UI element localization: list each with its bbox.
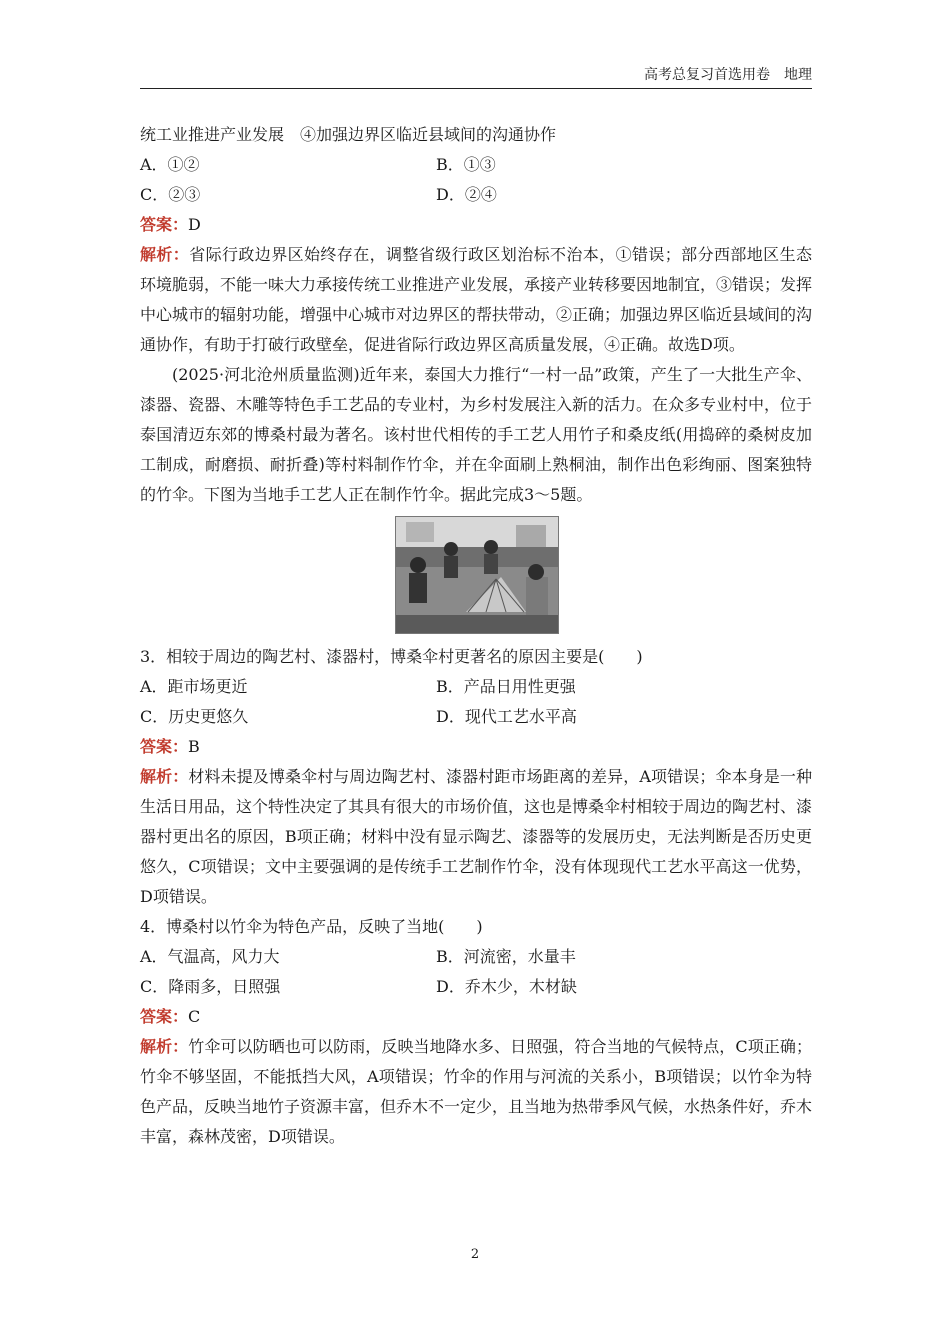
q3-options-row-1 <box>140 672 812 702</box>
answer-label: 答案： <box>140 1007 189 1026</box>
q4-option-c: C．降雨多，日照强 <box>140 977 281 996</box>
q4-option-b: B．河流密，水量丰 <box>436 947 576 966</box>
q3-answer <box>140 732 812 762</box>
page-number: 2 <box>470 1247 480 1262</box>
q4-option-a: A．气温高，风力大 <box>140 947 280 966</box>
page-header <box>140 66 812 89</box>
prev-answer <box>140 210 812 240</box>
q3-analysis <box>140 762 812 912</box>
q3-option-b: B．产品日用性更强 <box>436 677 576 696</box>
analysis-label: 解析： <box>140 245 190 264</box>
answer-value: D <box>188 215 201 234</box>
question-4-stem: 4．博桑村以竹伞为特色产品，反映了当地( ) <box>140 917 483 936</box>
prev-options-row-2 <box>140 180 812 210</box>
q3-option-d: D．现代工艺水平高 <box>436 707 577 726</box>
question-3-stem: 3．相较于周边的陶艺村、漆器村，博桑伞村更著名的原因主要是( ) <box>140 647 643 666</box>
analysis-text: 省际行政边界区始终存在，调整省级行政区划治标不治本，①错误；部分西部地区生态环境脆弱，不能一味大力承接传统工业推进产业发展，承接产业转移要因地制宜，③错误；发挥中心城市的辐射功能，增强中心城市对边界区的帮扶带动，②正确；加强边界区临近县域间的沟通协作，有助于打破行政壁垒，促进省际行政边界区高质量发展，④正确。故选D项。 <box>140 245 813 354</box>
option-c: C．②③ <box>140 185 201 204</box>
header-title: 高考总复习首选用卷 地理 <box>644 67 812 83</box>
q3-options-row-2 <box>140 702 812 732</box>
material-passage: (2025·河北沧州质量监测)近年来，泰国大力推行“一村一品”政策，产生了一大批生产伞、漆器、瓷器、木雕等特色手工艺品的专业村，为乡村发展注入新的活力。在众多专业村中，位于泰国清迈东郊的博桑村最为著名。该村世代相传的手工艺人用竹子和桑皮纸(用捣碎的桑树皮加工制成，耐磨损、耐折叠)等村料制作竹伞，并在伞面刷上熟桐油，制作出色彩绚丽、图案独特的竹伞。下图为当地手工艺人正在制作竹伞。据此完成3～5题。 <box>140 365 813 504</box>
answer-label: 答案： <box>140 215 189 234</box>
q4-option-d: D．乔木少，木材缺 <box>436 977 577 996</box>
q3-option-c: C．历史更悠久 <box>140 707 249 726</box>
page-content <box>140 120 812 1152</box>
analysis-text: 材料未提及博桑伞村与周边陶艺村、漆器村距市场距离的差异，A项错误；伞本身是一种生活日用品，这个特性决定了其具有很大的市场价值，这也是博桑伞村相较于周边的陶艺村、漆器村更出名的原因，B项正确；材料中没有显示陶艺、漆器等的发展历史，无法判断是否历史更悠久，C项错误；文中主要强调的是传统手工艺制作竹伞，没有体现现代工艺水平高这一优势，D项错误。 <box>140 767 813 906</box>
umbrella-workshop-photo <box>395 516 559 634</box>
analysis-text: 竹伞可以防晒也可以防雨，反映当地降水多、日照强，符合当地的气候特点，C项正确；竹伞不够坚固，不能抵挡大风，A项错误；竹伞的作用与河流的关系小，B项错误；以竹伞为特色产品，反映当地竹子资源丰富，但乔木不一定少，且当地为热带季风气候，水热条件好，乔木丰富，森林茂密，D项错误。 <box>140 1037 813 1146</box>
prev-question-continuation: 统工业推进产业发展 ④加强边界区临近县域间的沟通协作 <box>140 125 557 144</box>
q4-options-row-2 <box>140 972 812 1002</box>
prev-analysis <box>140 240 812 360</box>
q4-answer <box>140 1002 812 1032</box>
analysis-label: 解析： <box>140 767 189 786</box>
q3-option-a: A．距市场更近 <box>140 677 248 696</box>
option-d: D．②④ <box>436 185 497 204</box>
prev-options-row-1 <box>140 150 812 180</box>
q4-analysis <box>140 1032 812 1152</box>
answer-value: B <box>188 737 200 756</box>
q4-options-row-1 <box>140 942 812 972</box>
option-a: A．①② <box>140 155 200 174</box>
answer-value: C <box>188 1007 201 1026</box>
analysis-label: 解析： <box>140 1037 189 1056</box>
option-b: B．①③ <box>436 155 496 174</box>
answer-label: 答案： <box>140 737 189 756</box>
